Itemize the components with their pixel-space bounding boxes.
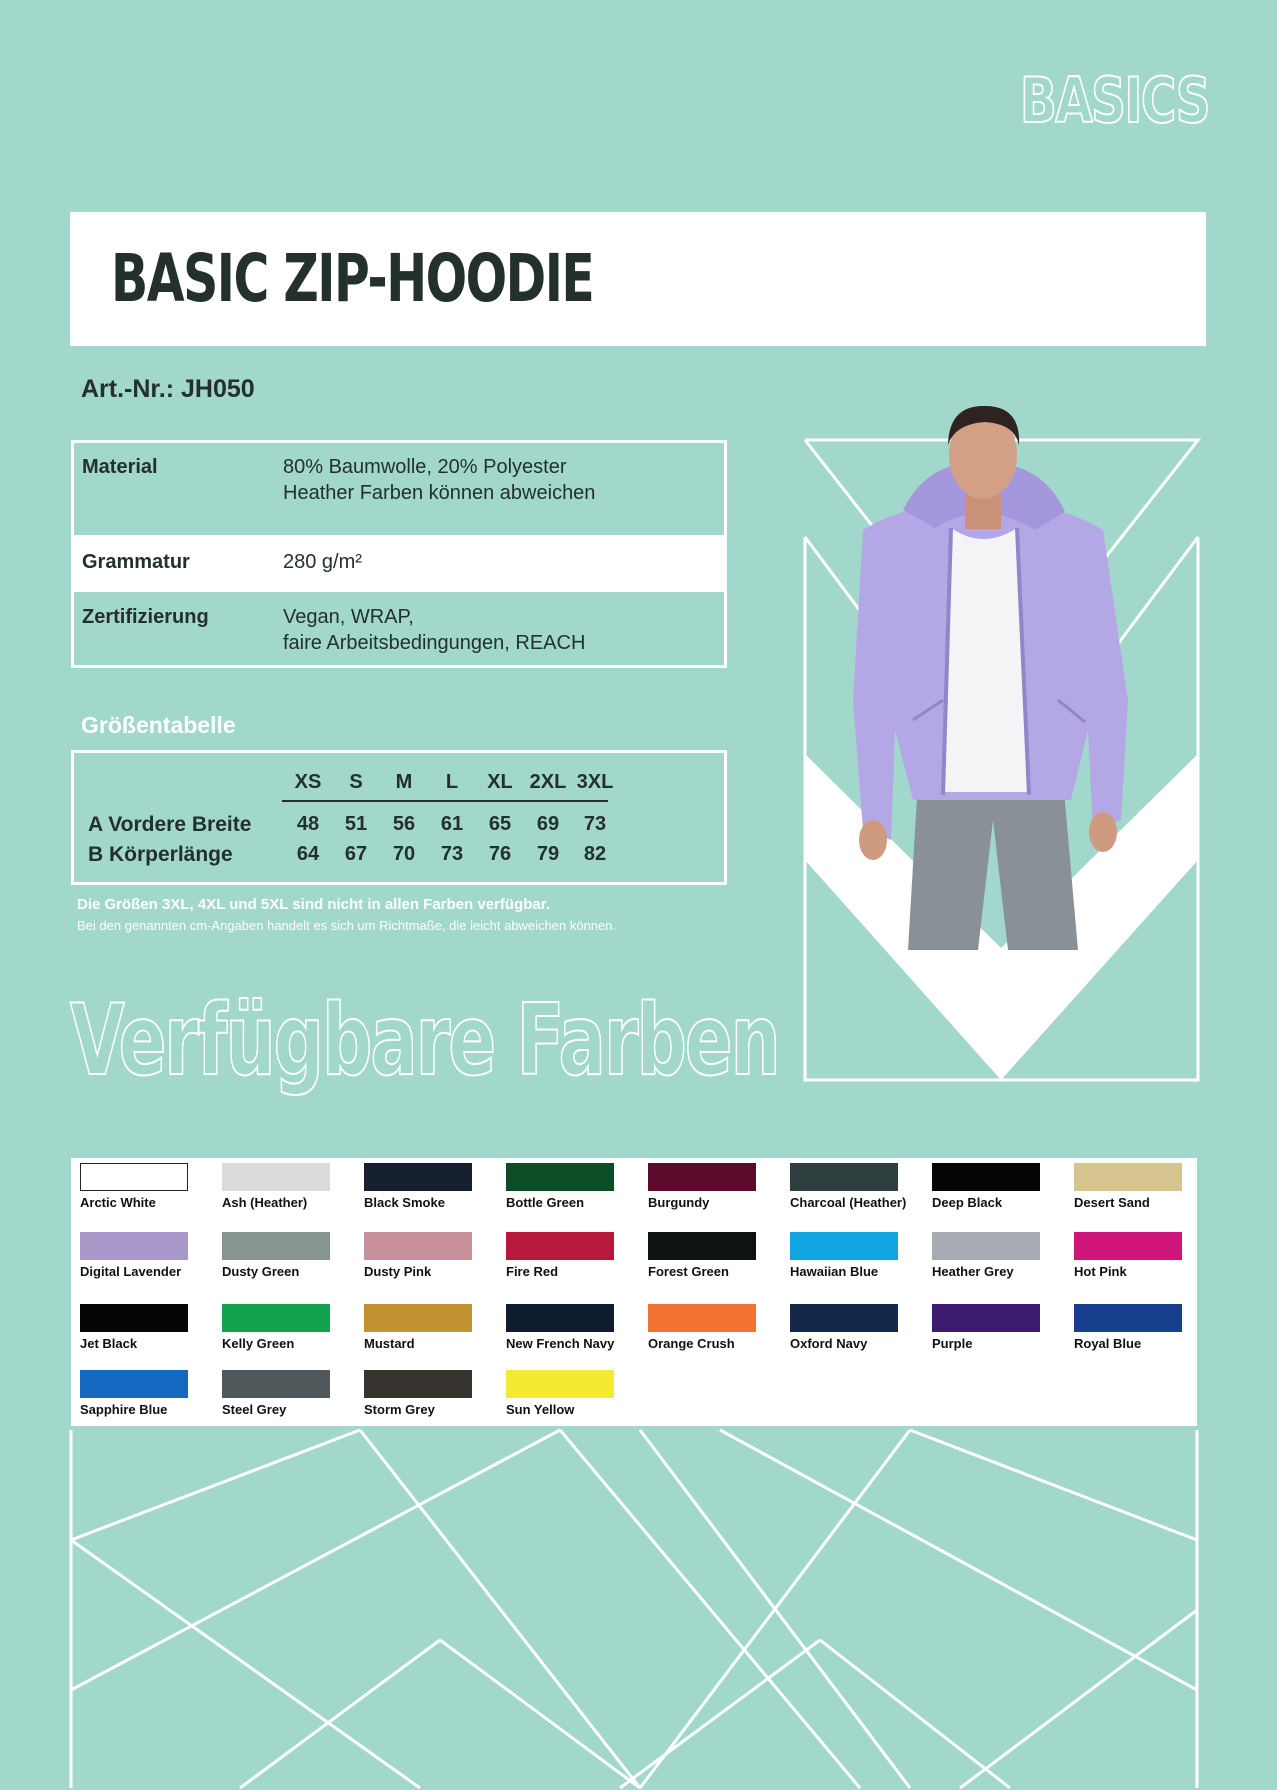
color-swatch-item [80, 1304, 210, 1351]
color-swatch-item [932, 1163, 1062, 1210]
color-swatch-item [1074, 1304, 1204, 1351]
color-swatch-item [222, 1304, 352, 1351]
color-swatch-item [648, 1163, 778, 1210]
color-swatch [506, 1370, 614, 1398]
color-swatch [364, 1163, 472, 1191]
spec-value-line: faire Arbeitsbedingungen, REACH [283, 632, 586, 654]
color-swatch-item [790, 1163, 920, 1210]
size-value: 73 [440, 843, 464, 865]
spec-label: Grammatur [82, 551, 190, 573]
color-name: Digital Lavender [80, 1264, 182, 1279]
size-value: 51 [344, 813, 368, 835]
size-value: 65 [488, 813, 512, 835]
color-swatch-item [506, 1163, 636, 1210]
color-name: Dusty Pink [364, 1264, 432, 1279]
color-swatch [1074, 1163, 1182, 1191]
specs-table [71, 440, 727, 668]
color-swatch [790, 1304, 898, 1332]
color-name: Hawaiian Blue [790, 1264, 879, 1279]
colors-heading: Verfügbare Farben [70, 984, 779, 1098]
size-row-label: A Vordere Breite [88, 813, 252, 836]
color-swatch-item [364, 1370, 494, 1417]
color-swatch [506, 1163, 614, 1191]
size-header: M [395, 771, 413, 793]
color-name: Burgundy [648, 1195, 710, 1210]
color-name: Arctic White [80, 1195, 156, 1210]
spec-value-line: Heather Farben können abweichen [283, 482, 596, 504]
color-swatch [222, 1163, 330, 1191]
color-swatch [222, 1370, 330, 1398]
color-name: Jet Black [80, 1336, 138, 1351]
color-swatch [506, 1232, 614, 1260]
color-name: Hot Pink [1074, 1264, 1127, 1279]
color-swatch-item [222, 1163, 352, 1210]
color-name: Kelly Green [222, 1336, 295, 1351]
color-swatch [932, 1304, 1040, 1332]
color-swatch-item [648, 1232, 778, 1279]
color-swatch-item [1074, 1232, 1204, 1279]
color-swatch [648, 1232, 756, 1260]
color-swatch [222, 1304, 330, 1332]
color-swatch-item [932, 1304, 1062, 1351]
color-name: Sapphire Blue [80, 1402, 168, 1417]
spec-row-material [74, 443, 724, 535]
color-swatch [790, 1232, 898, 1260]
color-name: Dusty Green [222, 1264, 300, 1279]
size-value: 76 [488, 843, 512, 865]
size-header: XL [487, 771, 513, 793]
color-swatch [932, 1163, 1040, 1191]
color-swatch [506, 1304, 614, 1332]
size-header: L [445, 771, 459, 793]
spec-value [283, 604, 585, 656]
color-swatch-item [506, 1232, 636, 1279]
size-header: XS [294, 771, 322, 793]
spec-value-line: 280 g/m² [283, 551, 362, 573]
spec-label: Material [82, 456, 158, 478]
color-name: New French Navy [506, 1336, 615, 1351]
spec-value-line: Vegan, WRAP, [283, 606, 414, 628]
size-value: 73 [583, 813, 607, 835]
color-swatch [932, 1232, 1040, 1260]
size-value: 82 [583, 843, 607, 865]
color-swatch-item [80, 1370, 210, 1417]
color-name: Heather Grey [932, 1264, 1014, 1279]
spec-value-line: 80% Baumwolle, 20% Polyester [283, 456, 567, 478]
size-value: 69 [536, 813, 560, 835]
spec-value [283, 549, 362, 575]
color-name: Desert Sand [1074, 1195, 1150, 1210]
color-swatch-item [80, 1163, 210, 1210]
size-header: 3XL [576, 771, 614, 793]
color-swatch-item [222, 1370, 352, 1417]
size-note: Die Größen 3XL, 4XL und 5XL sind nicht in allen Farben verfügbar. [77, 896, 550, 913]
color-swatch-item [790, 1304, 920, 1351]
color-swatch-item [506, 1370, 636, 1417]
size-row-label: B Körperlänge [88, 843, 233, 866]
size-value: 56 [392, 813, 416, 835]
color-swatch [1074, 1232, 1182, 1260]
color-swatch [790, 1163, 898, 1191]
article-number: Art.-Nr.: JH050 [81, 375, 255, 403]
page-title: BASIC ZIP-HOODIE [111, 240, 594, 317]
color-swatch-item [1074, 1163, 1204, 1210]
color-swatch [80, 1232, 188, 1260]
color-name: Storm Grey [364, 1402, 435, 1417]
color-swatch [364, 1370, 472, 1398]
color-name: Orange Crush [648, 1336, 735, 1351]
color-name: Oxford Navy [790, 1336, 868, 1351]
color-name: Steel Grey [222, 1402, 287, 1417]
size-disclaimer: Bei den genannten cm-Angaben handelt es sich um Richtmaße, die leicht abweichen können. [77, 918, 617, 933]
color-name: Royal Blue [1074, 1336, 1142, 1351]
color-swatch [648, 1304, 756, 1332]
size-value: 61 [440, 813, 464, 835]
brand-logo: BASICS [1020, 64, 1209, 137]
color-swatch [80, 1304, 188, 1332]
size-table-heading: Größentabelle [81, 712, 236, 738]
size-header: S [349, 771, 363, 793]
color-swatch [222, 1232, 330, 1260]
color-swatch-item [80, 1232, 210, 1279]
color-name: Bottle Green [506, 1195, 585, 1210]
color-swatch-item [222, 1232, 352, 1279]
size-value: 79 [536, 843, 560, 865]
color-name: Fire Red [506, 1264, 559, 1279]
color-swatch-item [506, 1304, 636, 1351]
color-name: Deep Black [932, 1195, 1003, 1210]
spec-row-zertifizierung [74, 592, 724, 668]
color-name: Black Smoke [364, 1195, 445, 1210]
color-swatch [80, 1163, 188, 1191]
spec-label: Zertifizierung [82, 606, 209, 628]
size-value: 67 [344, 843, 368, 865]
color-swatch-item [364, 1304, 494, 1351]
size-table [71, 750, 727, 885]
color-name: Charcoal (Heather) [790, 1195, 907, 1210]
color-swatch-item [648, 1304, 778, 1351]
color-name: Sun Yellow [506, 1402, 575, 1417]
color-name: Purple [932, 1336, 973, 1351]
size-value: 70 [392, 843, 416, 865]
color-swatch [648, 1163, 756, 1191]
size-value: 64 [296, 843, 320, 865]
size-header: 2XL [529, 771, 567, 793]
spec-value [283, 454, 595, 506]
size-value: 48 [296, 813, 320, 835]
color-swatch [364, 1232, 472, 1260]
size-header-underline [282, 800, 608, 802]
color-swatch [80, 1370, 188, 1398]
color-name: Ash (Heather) [222, 1195, 308, 1210]
color-swatch-item [932, 1232, 1062, 1279]
color-swatch-item [790, 1232, 920, 1279]
spec-row-grammatur [74, 535, 724, 592]
color-name: Mustard [364, 1336, 415, 1351]
model-photo [803, 400, 1203, 950]
color-swatch [364, 1304, 472, 1332]
color-swatch-item [364, 1232, 494, 1279]
color-name: Forest Green [648, 1264, 729, 1279]
color-swatch [1074, 1304, 1182, 1332]
color-swatch-item [364, 1163, 494, 1210]
